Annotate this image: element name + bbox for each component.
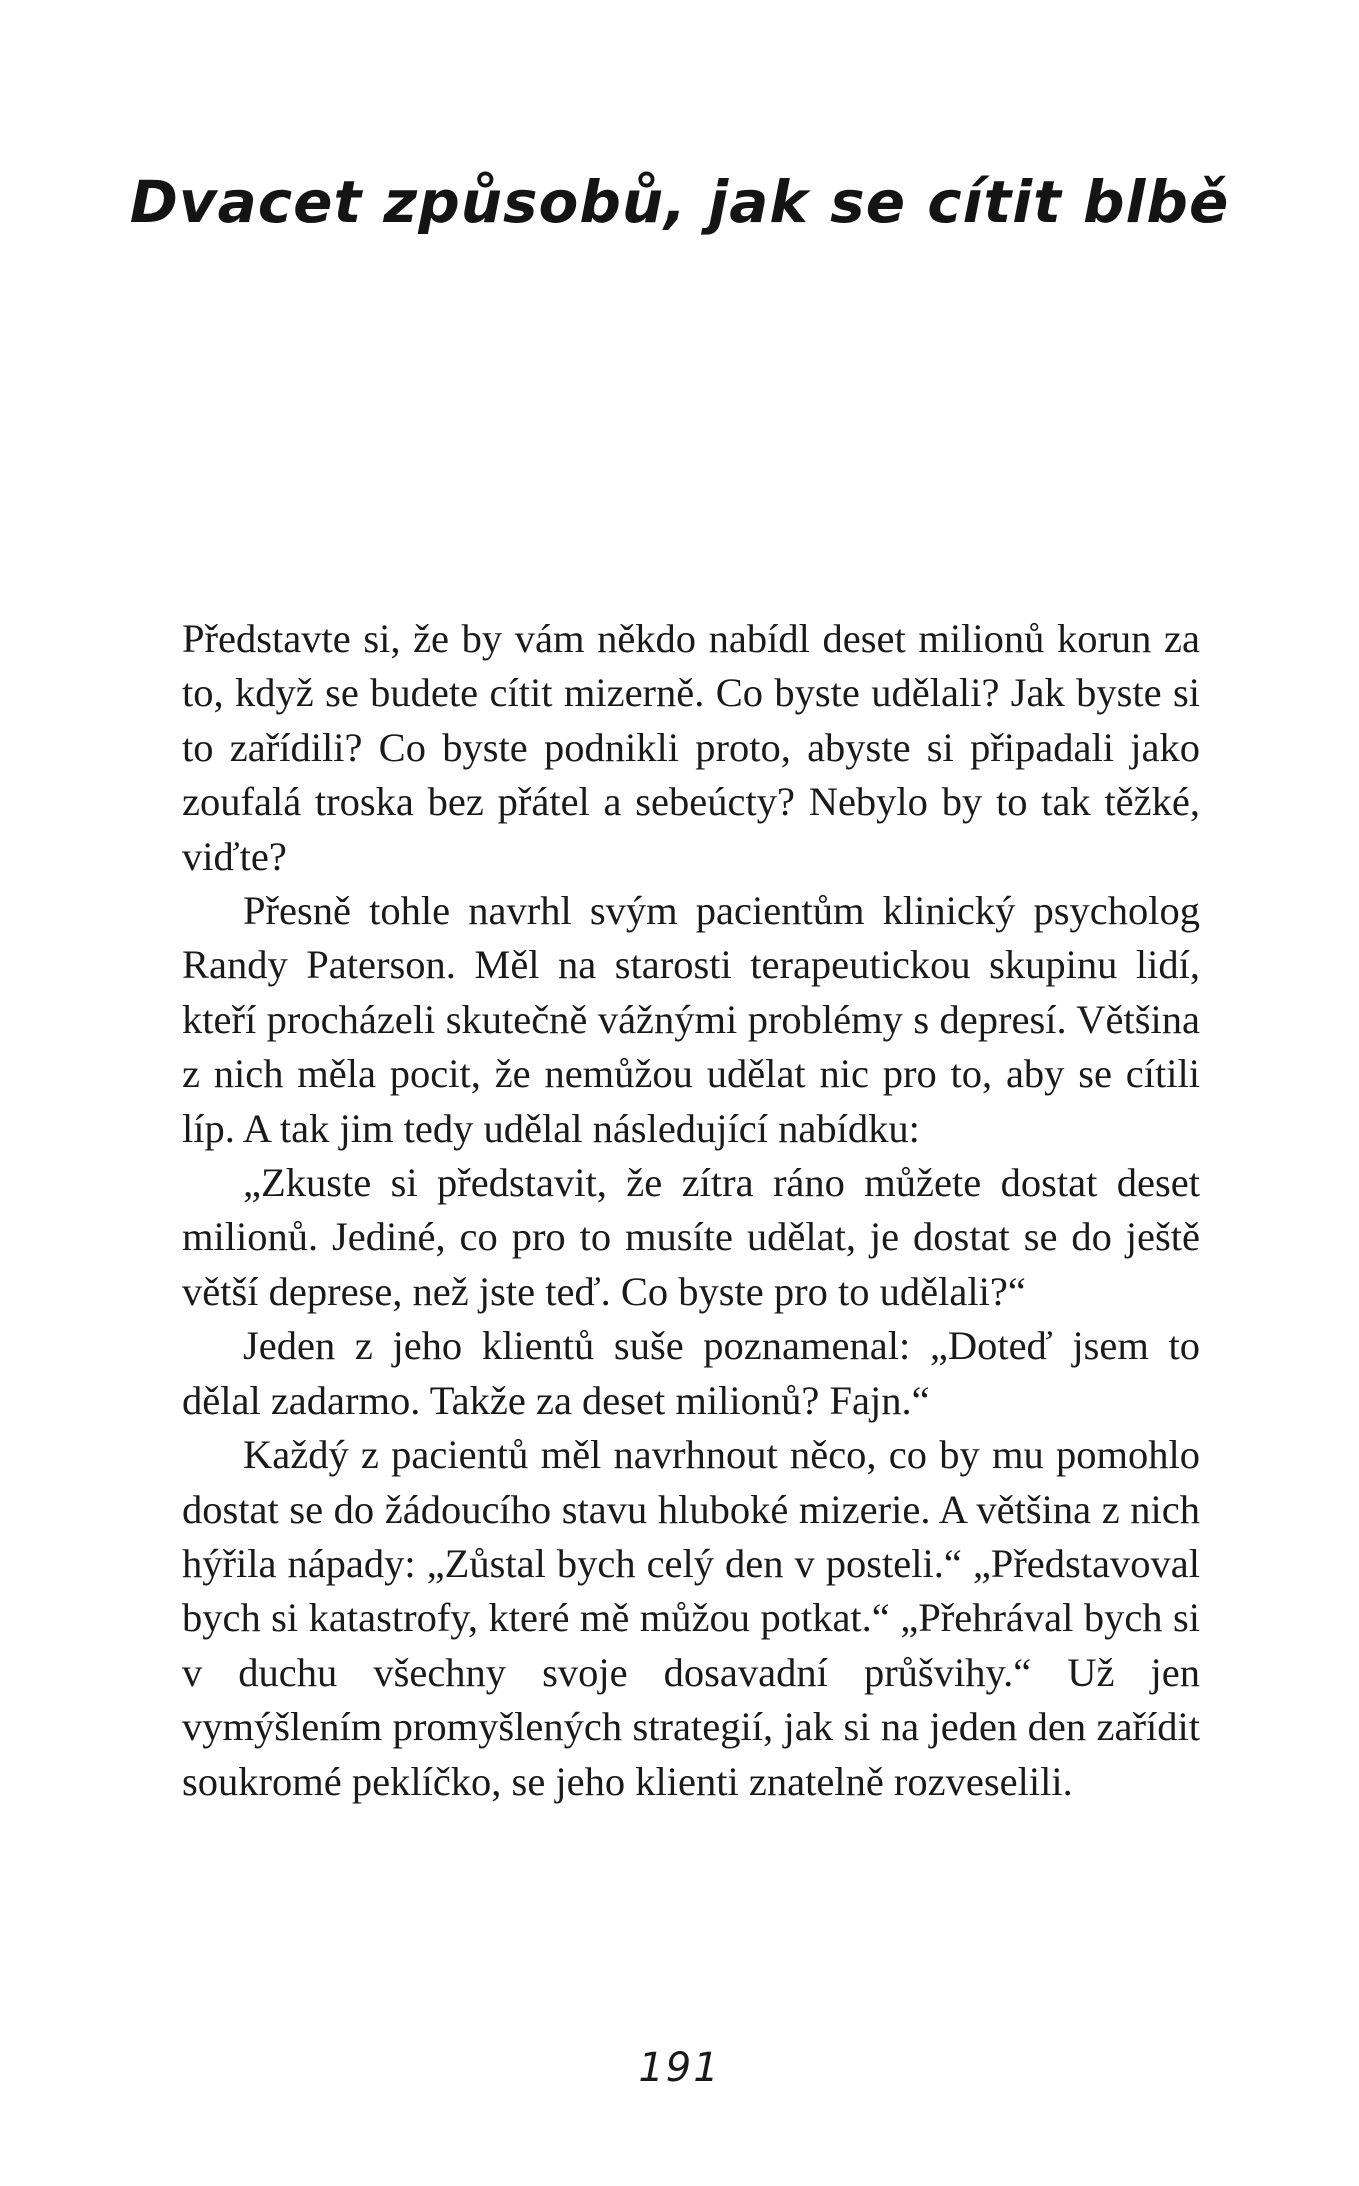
paragraph: Každý z pacientů měl navrhnout něco, co by mu pomohlo dostat se do žádoucího stavu hluboké mizerie. A většina z nich hýřila nápady: „Zůstal bych celý den v posteli.“ „Představoval bych si katastrofy, které mě můžou potkat.“ „Přehrával bych si v duchu všechny svoje dosavadní průšvihy.“ Už jen vymýšlením promyšlených strategií, jak si na jeden den zařídit soukromé peklíčko, se jeho klienti znatelně rozveselili.	[182, 1432, 1200, 1804]
body-text	[182, 612, 1200, 1809]
page-number: 191	[638, 2045, 721, 2091]
paragraph: Jeden z jeho klientů suše poznamenal: „Doteď jsem to dělal zadarmo. Takže za deset milionů? Fajn.“	[182, 1323, 1200, 1423]
paragraph: Představte si, že by vám někdo nabídl deset milionů korun za to, když se budete cítit mizerně. Co byste udělali? Jak byste si to zařídili? Co byste podnikli proto, abyste si připadali jako zoufalá troska bez přátel a sebeúcty? Nebylo by to tak těžké, viďte?	[182, 616, 1200, 879]
paragraph: „Zkuste si představit, že zítra ráno můžete dostat deset milionů. Jediné, co pro to musíte udělat, je dostat se do ještě větší deprese, než jste teď. Co byste pro to udělali?“	[182, 1160, 1200, 1314]
chapter-title: Dvacet způsobů, jak se cítit blbě	[129, 168, 1230, 236]
paragraph: Přesně tohle navrhl svým pacientům klinický psycholog Randy Paterson. Měl na starosti terapeutickou skupinu lidí, kteří procházeli skutečně vážnými problémy s depresí. Většina z nich měla pocit, že nemůžou udělat nic pro to, aby se cítili líp. A tak jim tedy udělal následující nabídku:	[182, 888, 1200, 1151]
